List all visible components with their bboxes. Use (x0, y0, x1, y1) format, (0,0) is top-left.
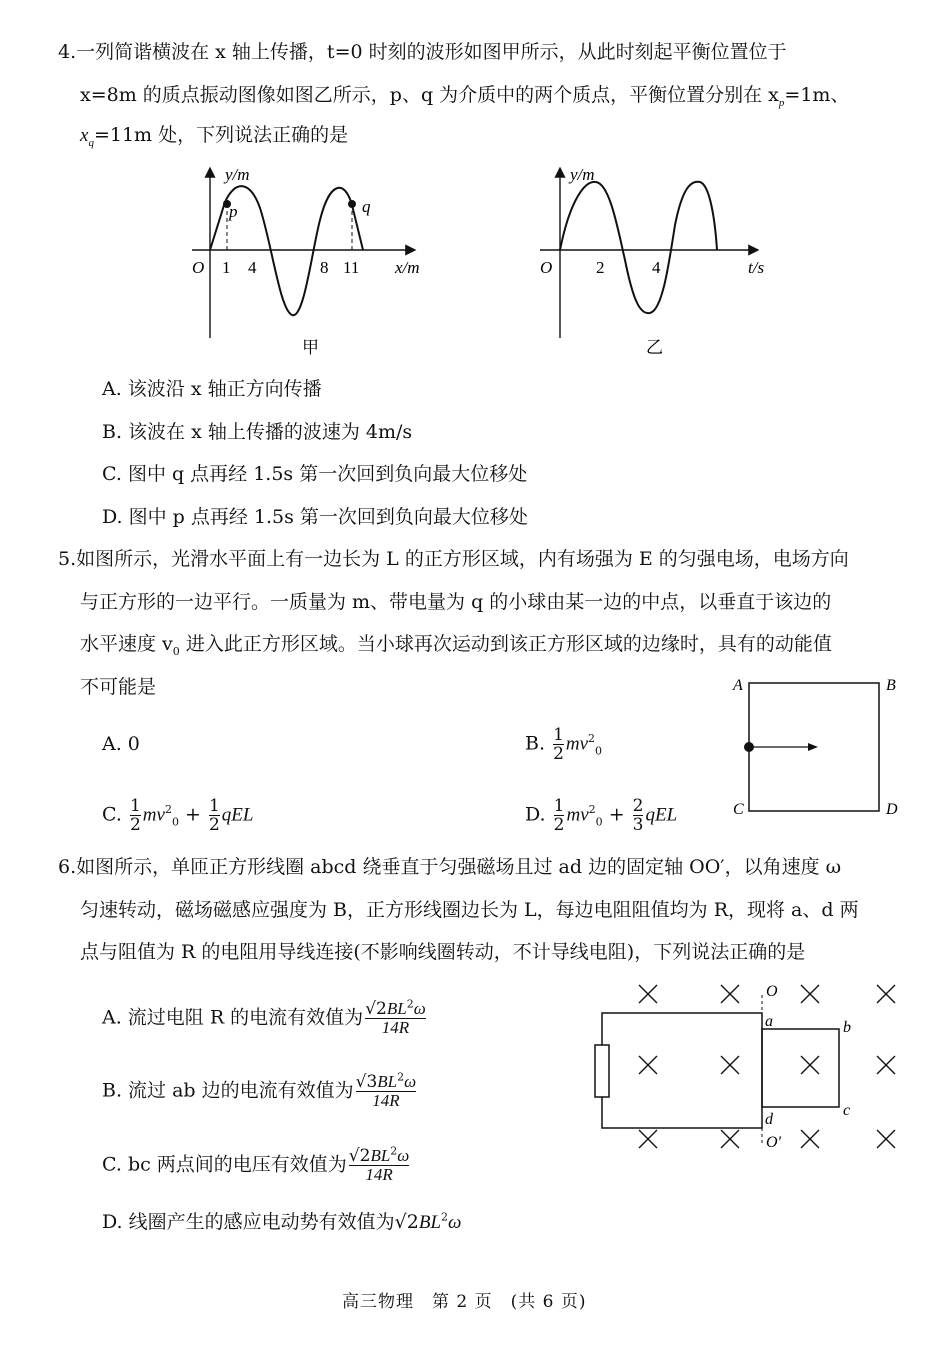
y-label: y/m (225, 165, 250, 184)
fraction-half: $\frac{1}{2}$ (129, 796, 141, 835)
q4-stem-line2: x=8m 的质点振动图像如图乙所示，p、q 为介质中的两个质点，平衡位置分别在 $x_p=1m$、 (80, 84, 850, 109)
velocity-arrowhead (808, 743, 818, 751)
x-label: x/m (395, 258, 420, 277)
label-q: q (362, 197, 371, 216)
formula-a: $\frac{√2BL^2\omega}{14R}$ (365, 997, 426, 1037)
q5-option-c: C. $\frac{1}{2}$ $mv^2_0$ + $\frac{1}{2}$ qEL (102, 796, 254, 835)
origin: O (192, 258, 205, 277)
q6-option-c: C. bc 两点间的电压有效值为 $\frac{√2BL^2\omega}{14R}$ (102, 1144, 410, 1184)
corner-D: D (886, 801, 898, 818)
corner-A: A (733, 677, 743, 694)
tick-2: 2 (596, 258, 605, 277)
label-a: a (765, 1013, 773, 1030)
q6-option-d: D. 线圈产生的感应电动势有效值为$√2BL^2\omega$ (102, 1210, 462, 1233)
coil-abcd (762, 1029, 839, 1107)
corner-C: C (733, 801, 744, 818)
tick-8: 8 (320, 258, 329, 277)
q5-stem-line3: 水平速度 $v_0$ 进入此正方形区域。当小球再次运动到该正方形区域的边缘时，具有的动能值 (80, 633, 832, 658)
fraction-half: $\frac{1}{2}$ (208, 796, 220, 835)
q4-option-b: B. 该波在 x 轴上传播的波速为 4m/s (102, 421, 413, 443)
caption-yi: 乙 (646, 338, 663, 357)
q4-figure-jia (180, 160, 440, 360)
q4-stem-line1: 4.一列简谐横波在 x 轴上传播，t=0 时刻的波形如图甲所示，从此时刻起平衡位置位于 (58, 41, 787, 63)
caption-jia: 甲 (302, 338, 319, 357)
q4-option-a: A. 该波沿 x 轴正方向传播 (102, 378, 322, 400)
outer-wire-loop (602, 1013, 762, 1128)
fraction-two-thirds: $\frac{2}{3}$ (632, 796, 644, 835)
q4-stem-line3: $x_q=11m$ 处，下列说法正确的是 (80, 124, 349, 149)
q6-option-b: B. 流过 ab 边的电流有效值为 $\frac{√3BL^2\omega}{14R}$ (102, 1070, 417, 1110)
tick-11: 11 (343, 258, 360, 277)
formula-b: $\frac{√3BL^2\omega}{14R}$ (355, 1070, 417, 1110)
q5-stem-line4: 不可能是 (80, 676, 157, 698)
fraction-half: $\frac{1}{2}$ (553, 796, 565, 835)
tick-4: 4 (652, 258, 661, 277)
fraction-half: $\frac{1}{2}$ (553, 725, 564, 764)
label-O-prime: O′ (766, 1134, 782, 1151)
origin: O (540, 258, 553, 277)
q6-stem-line2: 匀速转动，磁场磁感应强度为 B，正方形线圈边长为 L，每边电阻阻值均为 R，现将 a、d 两 (80, 899, 859, 921)
q6-stem-line1: 6.如图所示，单匝正方形线圈 abcd 绕垂直于匀强磁场且过 ad 边的固定轴 OO′，以角速度 ω (58, 856, 842, 878)
label-c: c (843, 1102, 851, 1119)
t-label: t/s (748, 258, 765, 277)
q4-option-c: C. 图中 q 点再经 1.5s 第一次回到负向最大位移处 (102, 463, 528, 485)
tick-1: 1 (222, 258, 231, 277)
q5-stem-line2: 与正方形的一边平行。一质量为 m、带电量为 q 的小球由某一边的中点，以垂直于该边的 (80, 591, 832, 613)
tick-4: 4 (248, 258, 257, 277)
vibration-curve (560, 182, 717, 313)
formula-c: $\frac{√2BL^2\omega}{14R}$ (348, 1144, 410, 1184)
q5-stem-line1: 5.如图所示，光滑水平面上有一边长为 L 的正方形区域，内有场强为 E 的匀强电场，电场方向 (58, 548, 849, 570)
y-label: y/m (570, 165, 595, 184)
q6-option-a: A. 流过电阻 R 的电流有效值为 $\frac{√2BL^2\omega}{14R}$ (102, 997, 426, 1037)
label-p: p (229, 202, 238, 221)
point-q (348, 200, 356, 208)
label-O: O (766, 983, 778, 1000)
q4-figure-yi (530, 160, 790, 360)
q5-option-a: A. 0 (102, 733, 140, 755)
q6-coil-diagram (590, 975, 920, 1160)
corner-B: B (886, 677, 896, 694)
q5-square-diagram (728, 670, 908, 820)
q4-option-d: D. 图中 p 点再经 1.5s 第一次回到负向最大位移处 (102, 506, 528, 528)
label-b: b (843, 1019, 851, 1036)
page-footer: 高三物理 第 2 页 (共 6 页) (342, 1292, 587, 1312)
label-d: d (765, 1111, 773, 1128)
q5-option-d: D. $\frac{1}{2}$ $mv^2_0$ + $\frac{2}{3}$ qEL (525, 796, 678, 835)
q6-stem-line3: 点与阻值为 R 的电阻用导线连接(不影响线圈转动，不计导线电阻)，下列说法正确的是 (80, 941, 806, 963)
q5-option-b: B. $\frac{1}{2}$ $mv^2_0$ (525, 725, 603, 764)
resistor (595, 1045, 609, 1097)
